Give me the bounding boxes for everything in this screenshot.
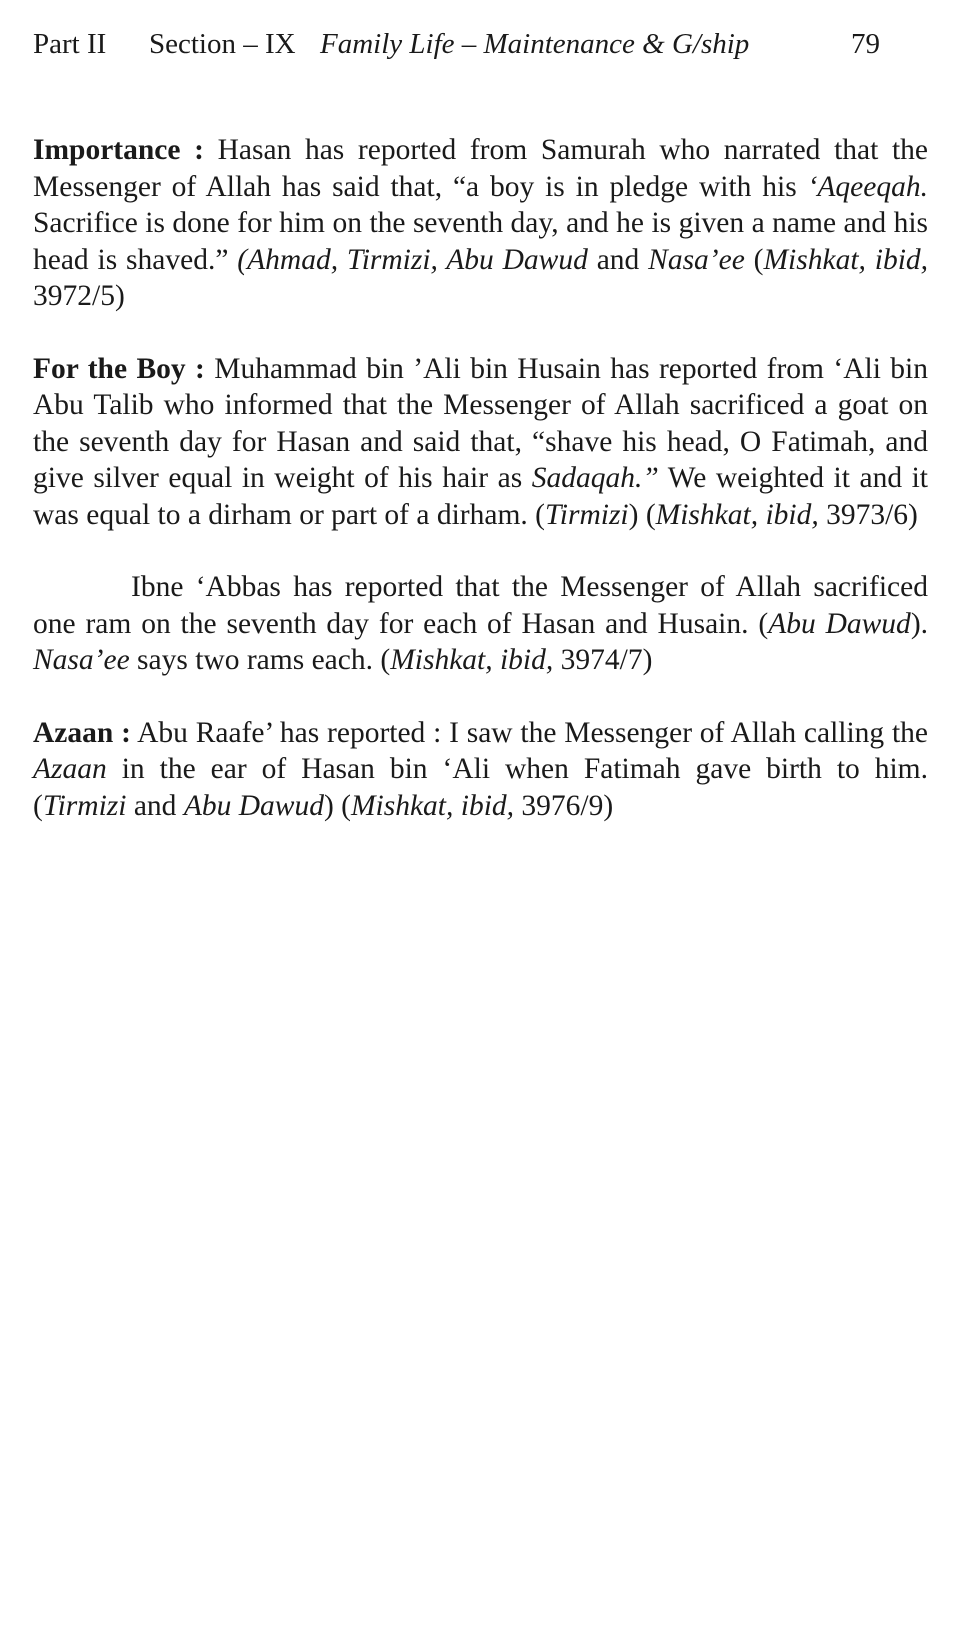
text-run: Muhammad bin ’Ali bin Husain has reported from ‘Ali bin Abu Talib who informed that the Messenger of Allah sacrificed a goat on the seventh day for Hasan and said that, “shave his head, O Fatimah, and give silver equal in weight of his hair as: [33, 352, 928, 494]
citation-number: 3972/5): [33, 280, 125, 312]
citation-source: Mishkat, ibid,: [763, 243, 929, 276]
text-run: Sacrifice is done for him on the seventh day, and he is given a name and his head is shaved.”: [33, 207, 928, 276]
citation-source: Nasa’ee: [33, 644, 130, 676]
italic-term: Azaan: [33, 753, 107, 785]
text-run: (: [744, 243, 764, 276]
paragraph-importance: [33, 132, 928, 315]
text-run: ).: [910, 607, 929, 640]
paragraph-ibne-abbas: [33, 569, 928, 679]
text-run: Abu Raafe’ has reported : I saw the Messenger of Allah calling the: [130, 716, 928, 749]
text-run: and: [126, 789, 184, 822]
citation-source: Mishkat, ibid,: [655, 498, 819, 531]
citation-number: 3973/6): [818, 498, 918, 531]
header-part: Part II: [33, 28, 107, 60]
body-text: [33, 132, 928, 860]
paragraph-for-the-boy: [33, 351, 928, 534]
paragraph-azaan: [33, 715, 928, 825]
italic-term: ‘Aqeeqah.: [807, 170, 928, 203]
running-header: [33, 24, 913, 64]
text-run: ) (: [628, 498, 656, 531]
text-run: in the ear of Hasan bin ‘Ali when Fatimah gave birth to him. (: [33, 753, 928, 822]
text-run: and: [587, 243, 649, 276]
text-run: says two rams each. (: [129, 644, 391, 676]
citation-source: Nasa’ee: [648, 243, 745, 276]
paragraph-heading: Importance :: [33, 134, 204, 166]
header-section: Section – IX: [149, 28, 296, 60]
citation-number: 3976/9): [514, 789, 614, 822]
header-chapter-title: Family Life – Maintenance & G/ship: [320, 28, 750, 60]
paragraph-heading: Azaan :: [33, 716, 131, 749]
text-run: We weighted it and it was equal to a dirham or part of a dirham. (: [33, 462, 928, 531]
paragraph-heading: For the Boy :: [33, 352, 205, 385]
citation-source: (Ahmad, Tirmizi, Abu Dawud: [237, 243, 588, 276]
citation-source: Abu Dawud: [183, 789, 324, 822]
text-run: Ibne ‘Abbas has reported that the Messenger of Allah sacrificed one ram on the seventh day for each of Hasan and Husain. (: [33, 571, 928, 640]
text-run: ) (: [323, 789, 351, 822]
citation-source: Mishkat, ibid,: [390, 644, 554, 676]
citation-source: Tirmizi: [42, 789, 127, 822]
citation-number: 3974/7): [553, 644, 653, 676]
citation-source: Abu Dawud: [768, 607, 911, 640]
page-number: 79: [851, 28, 880, 60]
text-run: Hasan has reported from Samurah who narrated that the Messenger of Allah has said that, “a boy is in pledge with his: [33, 134, 928, 203]
citation-source: Mishkat, ibid,: [350, 789, 515, 822]
citation-source: Tirmizi: [544, 498, 629, 531]
italic-term: Sadaqah.”: [531, 462, 659, 494]
